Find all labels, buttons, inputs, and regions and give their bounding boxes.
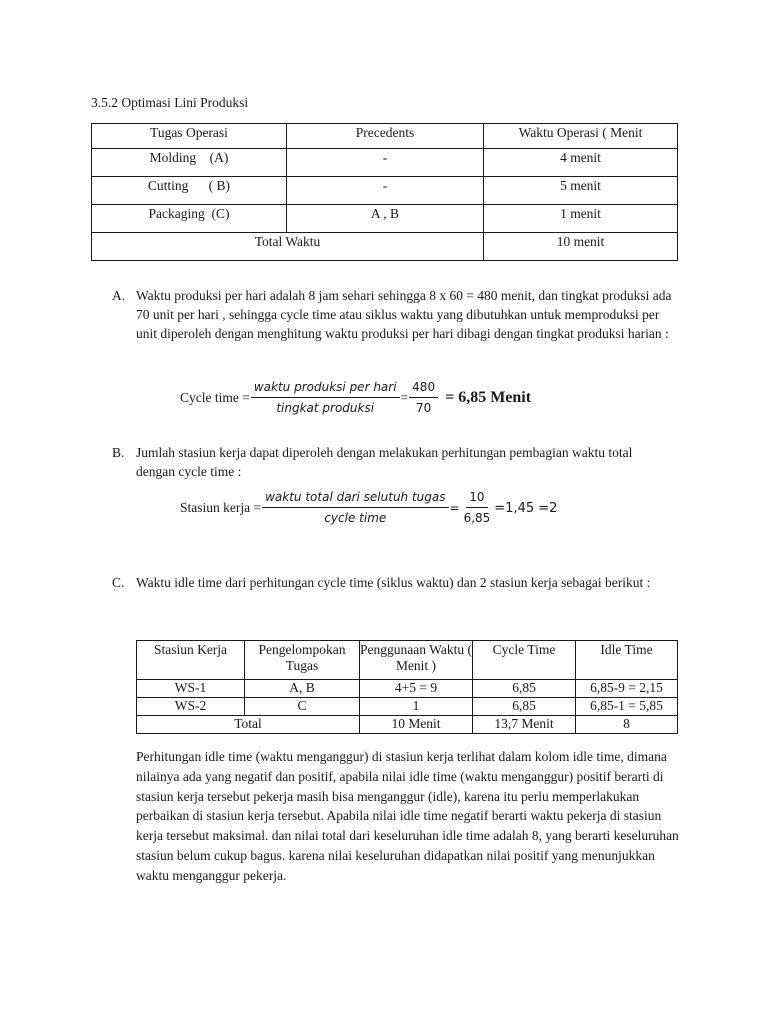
table-cell: 1 menit (484, 205, 678, 233)
table-cell: 6,85 (473, 680, 576, 698)
list-marker: C. (112, 575, 125, 590)
table-total-row (137, 716, 678, 734)
table-cell: WS-1 (137, 680, 245, 698)
table-row (92, 149, 678, 177)
total-label: Total (137, 716, 360, 734)
section-heading: 3.5.2 Optimasi Lini Produksi (91, 95, 249, 110)
table-cell: - (287, 177, 484, 205)
table-total-row (92, 233, 678, 261)
table-cell: 4 menit (484, 149, 678, 177)
table-cell: 6,85 (473, 698, 576, 716)
list-item-c (112, 573, 672, 592)
fraction (461, 490, 494, 526)
table-row (92, 205, 678, 233)
idle-time-table (136, 640, 678, 734)
workstation-formula (180, 490, 557, 526)
table-header-row (92, 124, 678, 149)
fraction-denominator: 70 (415, 401, 432, 415)
operations-table (91, 123, 678, 261)
fraction (409, 380, 438, 416)
table-cell: - (287, 149, 484, 177)
table-cell: C (245, 698, 360, 716)
table-row (137, 698, 678, 716)
table-cell: 13,7 Menit (473, 716, 576, 734)
fraction-numerator: 10 (466, 490, 487, 508)
table-cell: 10 Menit (360, 716, 473, 734)
formula-result: =1,45 =2 (494, 500, 558, 516)
list-item-text: Jumlah stasiun kerja dapat diperoleh dengan melakukan perhitungan pembagian waktu total dengan cycle time : (136, 445, 633, 479)
list-item-b (112, 443, 672, 481)
header-cell: Pengelompokan Tugas (245, 641, 360, 680)
formula-lhs: Cycle time = (180, 390, 250, 405)
header-cell: Precedents (287, 124, 484, 149)
fraction-denominator: tingkat produksi (276, 401, 375, 415)
table-header-row (137, 641, 678, 680)
total-label: Total Waktu (92, 233, 484, 261)
table-cell: WS-2 (137, 698, 245, 716)
table-row (137, 680, 678, 698)
header-cell: Stasiun Kerja (137, 641, 245, 680)
formula-result: = 6,85 Menit (445, 389, 532, 406)
equals-sign: = (400, 390, 409, 405)
table-cell: 5 menit (484, 177, 678, 205)
table-cell: A , B (287, 205, 484, 233)
fraction-denominator: cycle time (324, 511, 387, 525)
table-cell: 4+5 = 9 (360, 680, 473, 698)
formula-lhs: Stasiun kerja = (180, 500, 262, 515)
header-cell: Penggunaan Waktu ( Menit ) (360, 641, 473, 680)
conclusion-paragraph: Perhitungan idle time (waktu menganggur) di stasiun kerja terlihat dalam kolom idle time, dimana nilainya ada yang negatif dan positif, apabila nilai idle time (waktu menganggur) positif berarti di stasiun kerja tersebut pekerja masih bisa menganggur (idle), karena itu perlu memperlakukan perbaikan di stasiun kerja tersebut. Apabila nilai idle time negatif berarti waktu pekerja di stasiun kerja tersebut maksimal. dan nilai total dari keseluruhan idle time adalah 8, yang berarti keseluruhan stasiun belum cukup bagus. karena nilai keseluruhan didapatkan nilai positif yang menunjukkan waktu menganggur pekerja. (136, 749, 679, 883)
list-item-text: Waktu produksi per hari adalah 8 jam sehari sehingga 8 x 60 = 480 menit, dan tingkat produksi ada 70 unit per hari , sehingga cycle time atau siklus waktu yang dibutuhkan untuk memproduksi per unit diperoleh dengan menghitung waktu produksi per hari dibagi dengan tingkat produksi harian : (136, 288, 672, 341)
table-cell: 1 (360, 698, 473, 716)
header-cell: Idle Time (576, 641, 678, 680)
fraction-denominator: 6,85 (463, 511, 491, 525)
fraction (251, 380, 400, 416)
cycle-time-formula (180, 380, 531, 416)
table-cell: Molding (A) (92, 149, 287, 177)
fraction (262, 490, 448, 526)
total-value: 10 menit (484, 233, 678, 261)
table-cell: Cutting ( B) (92, 177, 287, 205)
table-cell: Packaging (C) (92, 205, 287, 233)
list-item-a (112, 286, 672, 343)
table-cell: 6,85-9 = 2,15 (576, 680, 678, 698)
list-item-text: Waktu idle time dari perhitungan cycle time (siklus waktu) dan 2 stasiun kerja sebagai berikut : (136, 575, 651, 590)
list-marker: B. (112, 445, 125, 460)
header-cell: Cycle Time (473, 641, 576, 680)
fraction-numerator: waktu produksi per hari (251, 380, 400, 398)
table-row (92, 177, 678, 205)
table-cell: 6,85-1 = 5,85 (576, 698, 678, 716)
fraction-numerator: waktu total dari selutuh tugas (262, 490, 448, 508)
table-cell: 8 (576, 716, 678, 734)
fraction-numerator: 480 (409, 380, 438, 398)
table-cell: A, B (245, 680, 360, 698)
header-cell: Tugas Operasi (92, 124, 287, 149)
equals-sign: = (449, 501, 460, 515)
header-cell: Waktu Operasi ( Menit (484, 124, 678, 149)
list-marker: A. (112, 288, 126, 303)
